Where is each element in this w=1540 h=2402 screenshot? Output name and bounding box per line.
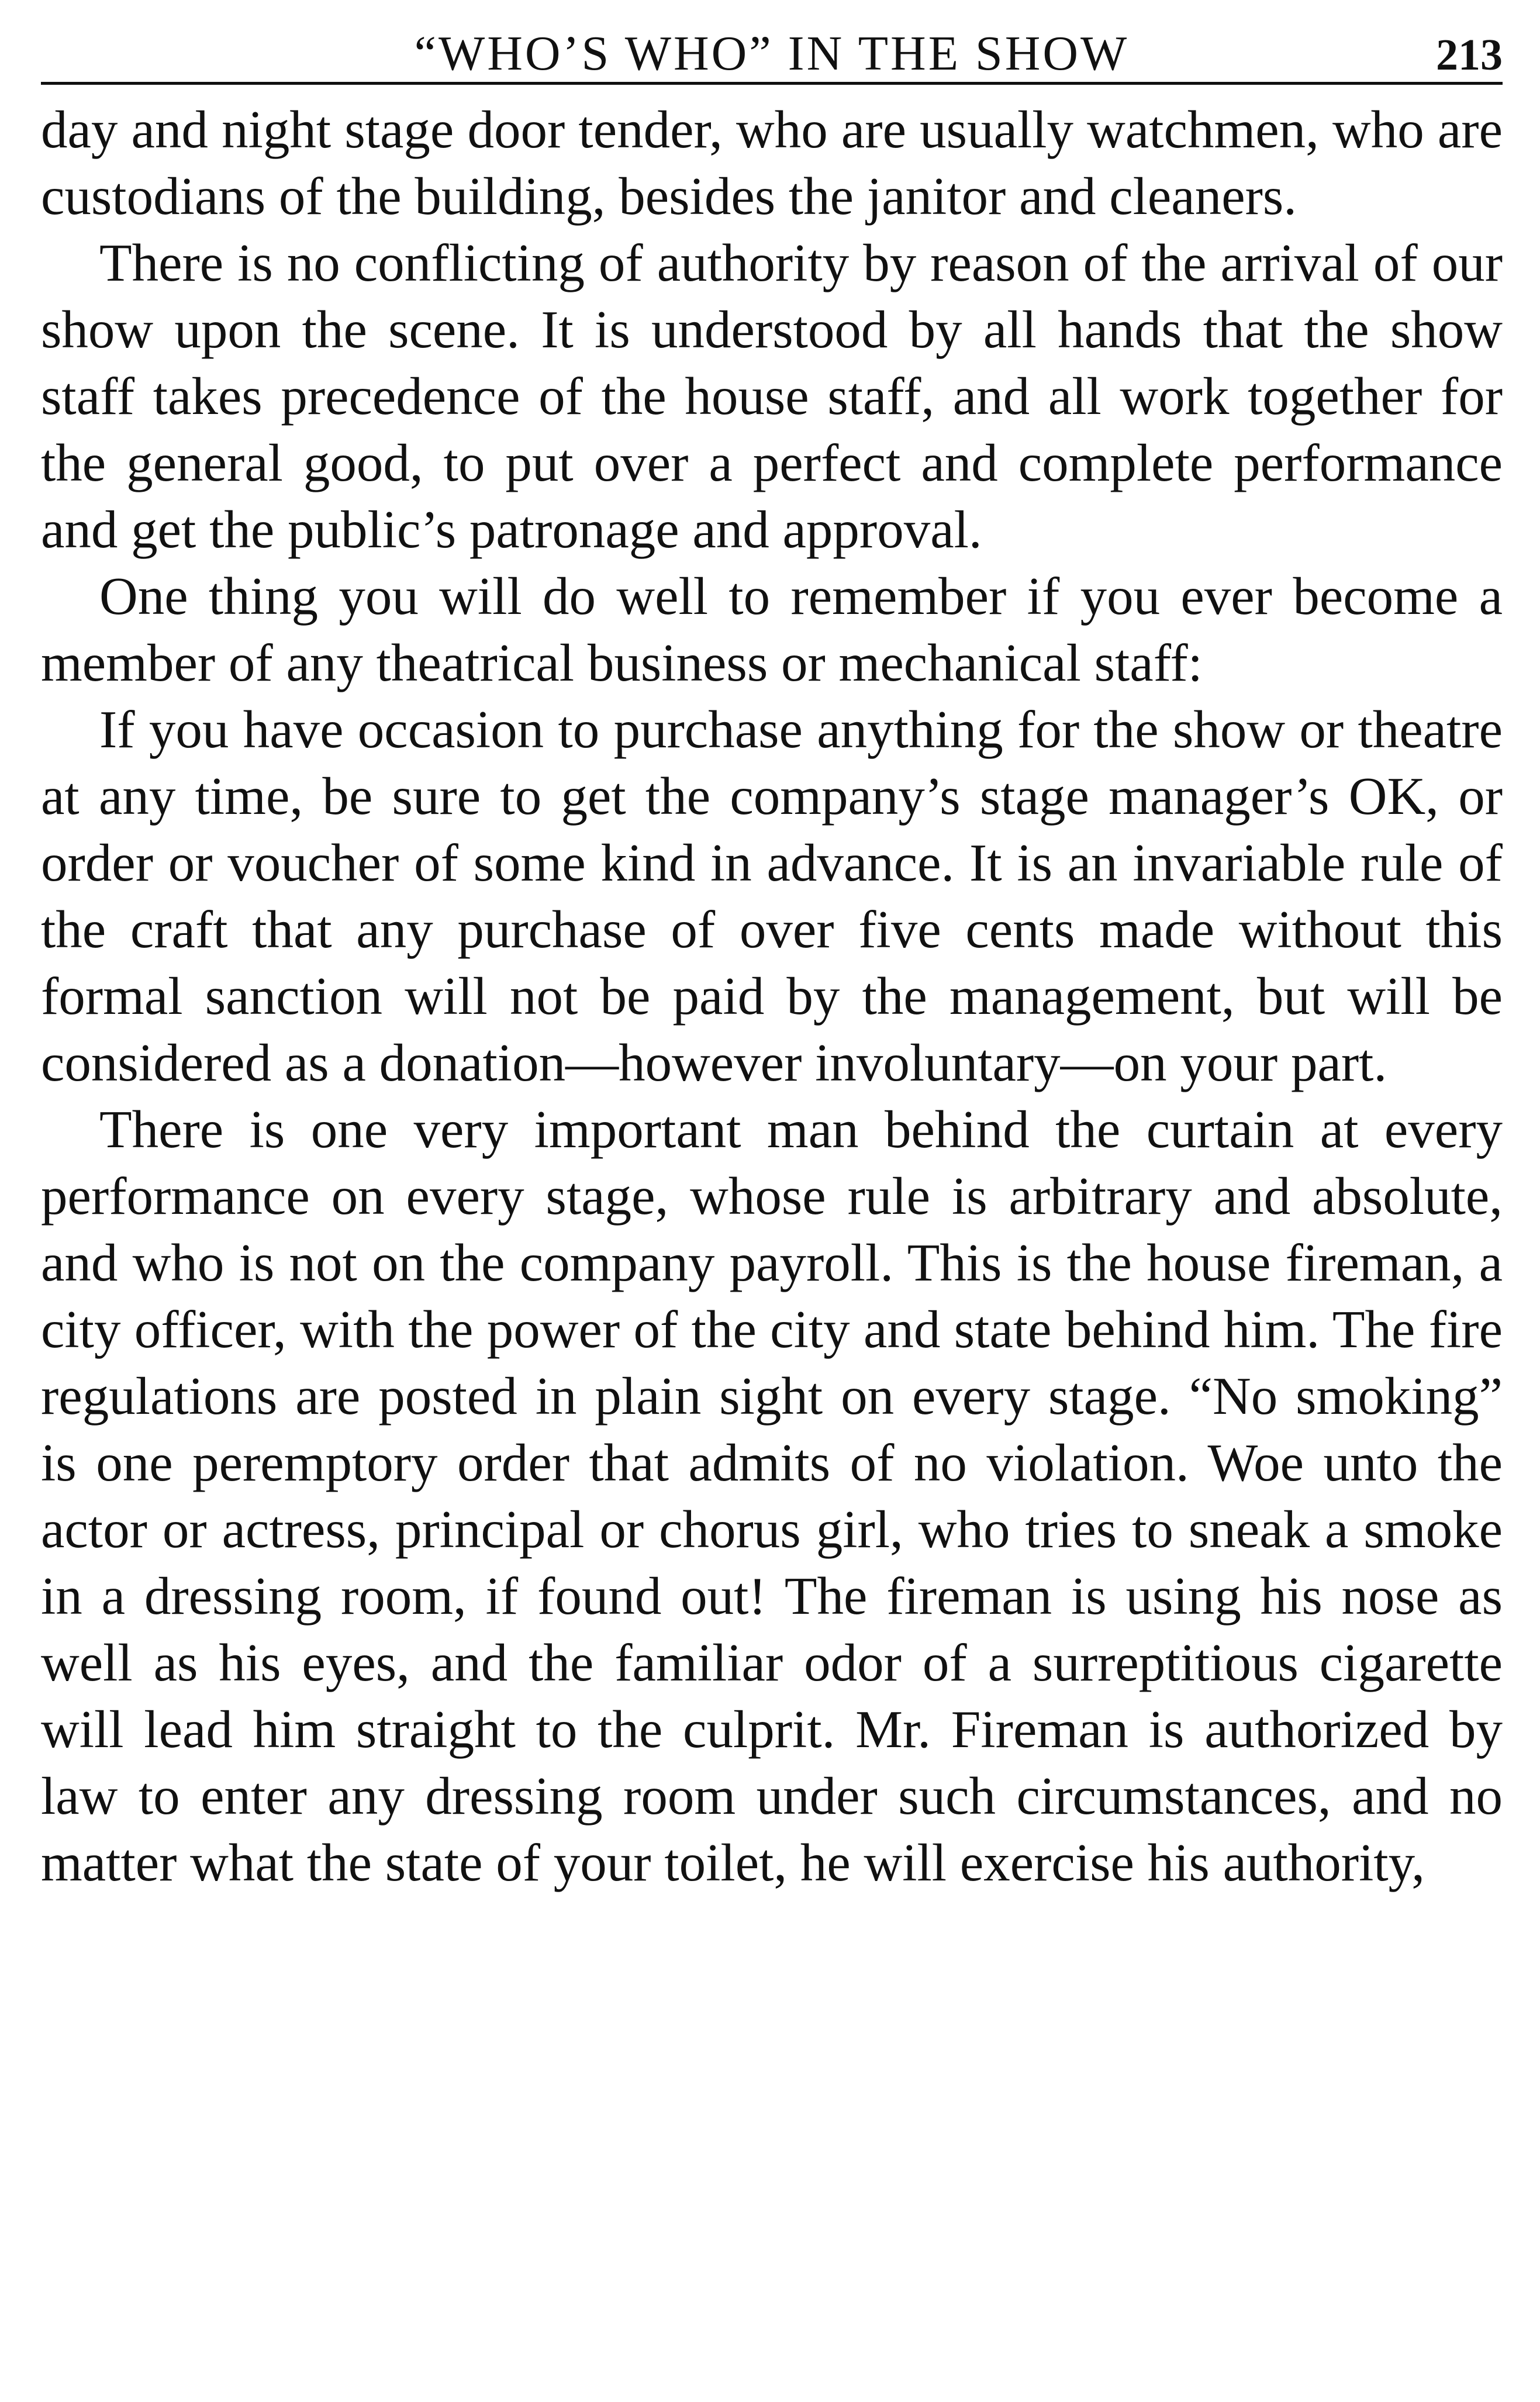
paragraph-2: There is no conflicting of authority by reason of the arrival of our show upon the scene. It is understood by all hands that the show staff takes precedence of the house staff, and all work together for the general good, to put over a perfect and complete performance and get the public’s patronage and approval. — [41, 233, 1503, 559]
body-text — [41, 96, 1503, 1896]
running-header — [41, 23, 1503, 85]
paragraph-3: One thing you will do well to remember if you ever become a member of any theatrical business or mechanical staff: — [41, 567, 1503, 692]
book-page — [41, 23, 1503, 2386]
page-number: 213 — [1436, 30, 1503, 80]
paragraph-5: There is one very important man behind the curtain at every performance on every stage, whose rule is arbitrary and absolute, and who is not on the company payroll. This is the house fireman, a city officer, with the power of the city and state behind him. The fire regulations are posted in plain sight on every stage. “No smoking” is one peremptory order that admits of no violation. Woe unto the actor or actress, principal or chorus girl, who tries to sneak a smoke in a dressing room, if found out! The fireman is using his nose as well as his eyes, and the familiar odor of a surreptitious cigarette will lead him straight to the culprit. Mr. Fireman is authorized by law to enter any dressing room under such circumstances, and no matter what the state of your toilet, he will exercise his authority, — [41, 1100, 1503, 1892]
running-title: “WHO’S WHO” IN THE SHOW — [414, 26, 1130, 81]
paragraph-4: If you have occasion to purchase anything for the show or theatre at any time, be sure to get the company’s stage manager’s OK, or order or voucher of some kind in advance. It is an invariable rule of the craft that any purchase of over five cents made without this formal sanction will not be paid by the management, but will be considered as a donation—however involuntary—on your part. — [41, 700, 1503, 1092]
paragraph-1: day and night stage door tender, who are usually watchmen, who are custodians of the building, besides the janitor and cleaners. — [41, 100, 1503, 226]
